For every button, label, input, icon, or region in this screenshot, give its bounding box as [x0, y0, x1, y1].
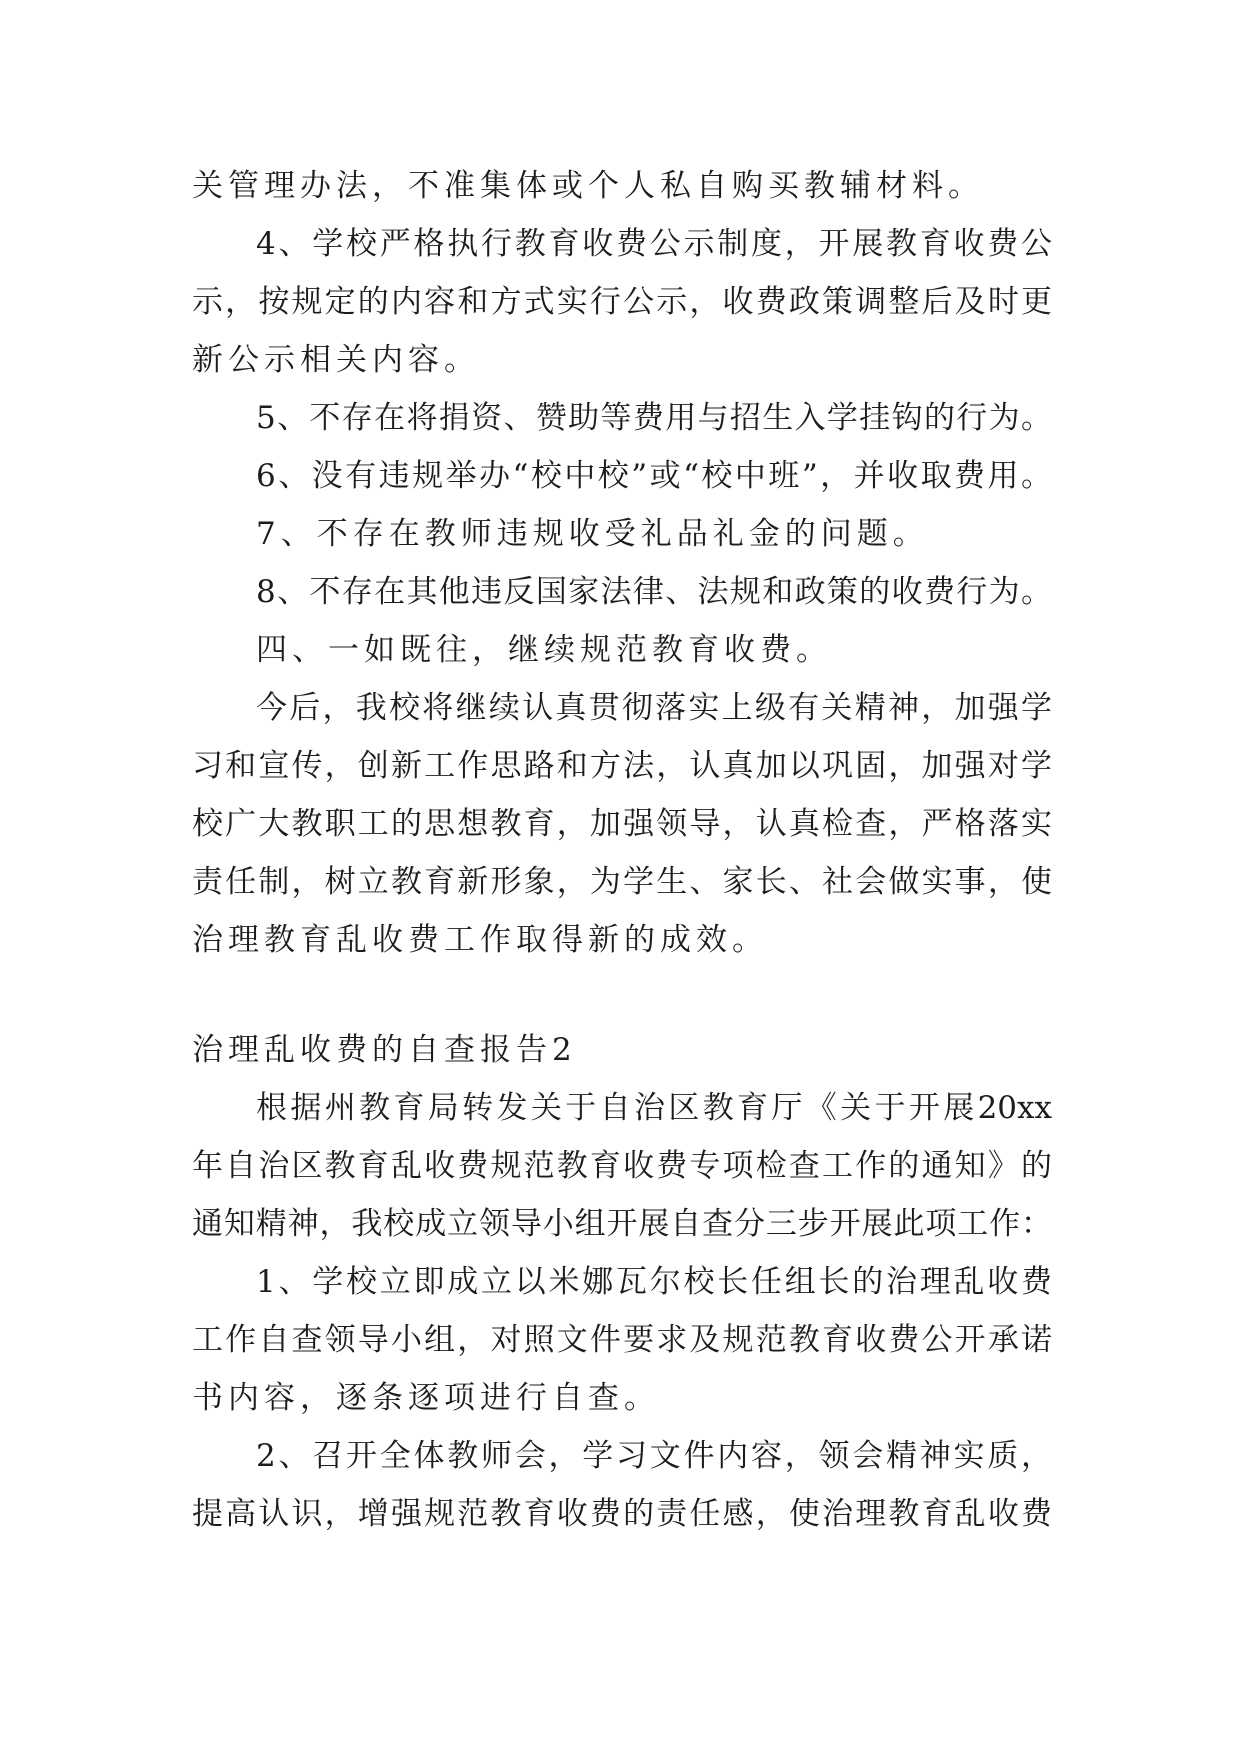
document-body — [192, 157, 1052, 1543]
paragraph-line: 责任制，树立教育新形象，为学生、家长、社会做实事，使 — [192, 864, 1052, 900]
paragraph-line: 今后，我校将继续认真贯彻落实上级有关精神，加强学 — [256, 690, 1052, 726]
paragraph-line: 通知精神，我校成立领导小组开展自查分三步开展此项工作： — [192, 1206, 1052, 1242]
paragraph-line: 1、学校立即成立以米娜瓦尔校长任组长的治理乱收费 — [256, 1264, 1052, 1300]
paragraph-line: 四、一如既往，继续规范教育收费。 — [256, 632, 832, 668]
paragraph-line: 4、学校严格执行教育收费公示制度，开展教育收费公 — [256, 226, 1052, 262]
paragraph-line: 书内容，逐条逐项进行自查。 — [192, 1380, 660, 1416]
paragraph-line: 提高认识，增强规范教育收费的责任感，使治理教育乱收费 — [192, 1496, 1052, 1532]
paragraph-line: 8、不存在其他违反国家法律、法规和政策的收费行为。 — [256, 574, 1052, 610]
paragraph-line: 6、没有违规举办“校中校”或“校中班”，并收取费用。 — [256, 458, 1052, 494]
paragraph-line: 习和宣传，创新工作思路和方法，认真加以巩固，加强对学 — [192, 748, 1052, 784]
paragraph-line: 7、不存在教师违规收受礼品礼金的问题。 — [256, 516, 929, 552]
paragraph-line: 年自治区教育乱收费规范教育收费专项检查工作的通知》的 — [192, 1148, 1052, 1184]
paragraph-line: 校广大教职工的思想教育，加强领导，认真检查，严格落实 — [192, 806, 1052, 842]
section-title: 治理乱收费的自查报告2 — [192, 1032, 577, 1068]
paragraph-line: 治理教育乱收费工作取得新的成效。 — [192, 922, 768, 958]
paragraph-line: 根据州教育局转发关于自治区教育厅《关于开展20xx — [256, 1090, 1052, 1126]
paragraph-line: 5、不存在将捐资、赞助等费用与招生入学挂钩的行为。 — [256, 400, 1052, 436]
paragraph-line: 2、召开全体教师会，学习文件内容，领会精神实质， — [256, 1438, 1052, 1474]
paragraph-line: 示，按规定的内容和方式实行公示，收费政策调整后及时更 — [192, 284, 1052, 320]
paragraph-line: 新公示相关内容。 — [192, 342, 480, 378]
section-gap — [192, 969, 1052, 1021]
paragraph-line: 工作自查领导小组，对照文件要求及规范教育收费公开承诺 — [192, 1322, 1052, 1358]
paragraph-line: 关管理办法，不准集体或个人私自购买教辅材料。 — [192, 168, 984, 204]
